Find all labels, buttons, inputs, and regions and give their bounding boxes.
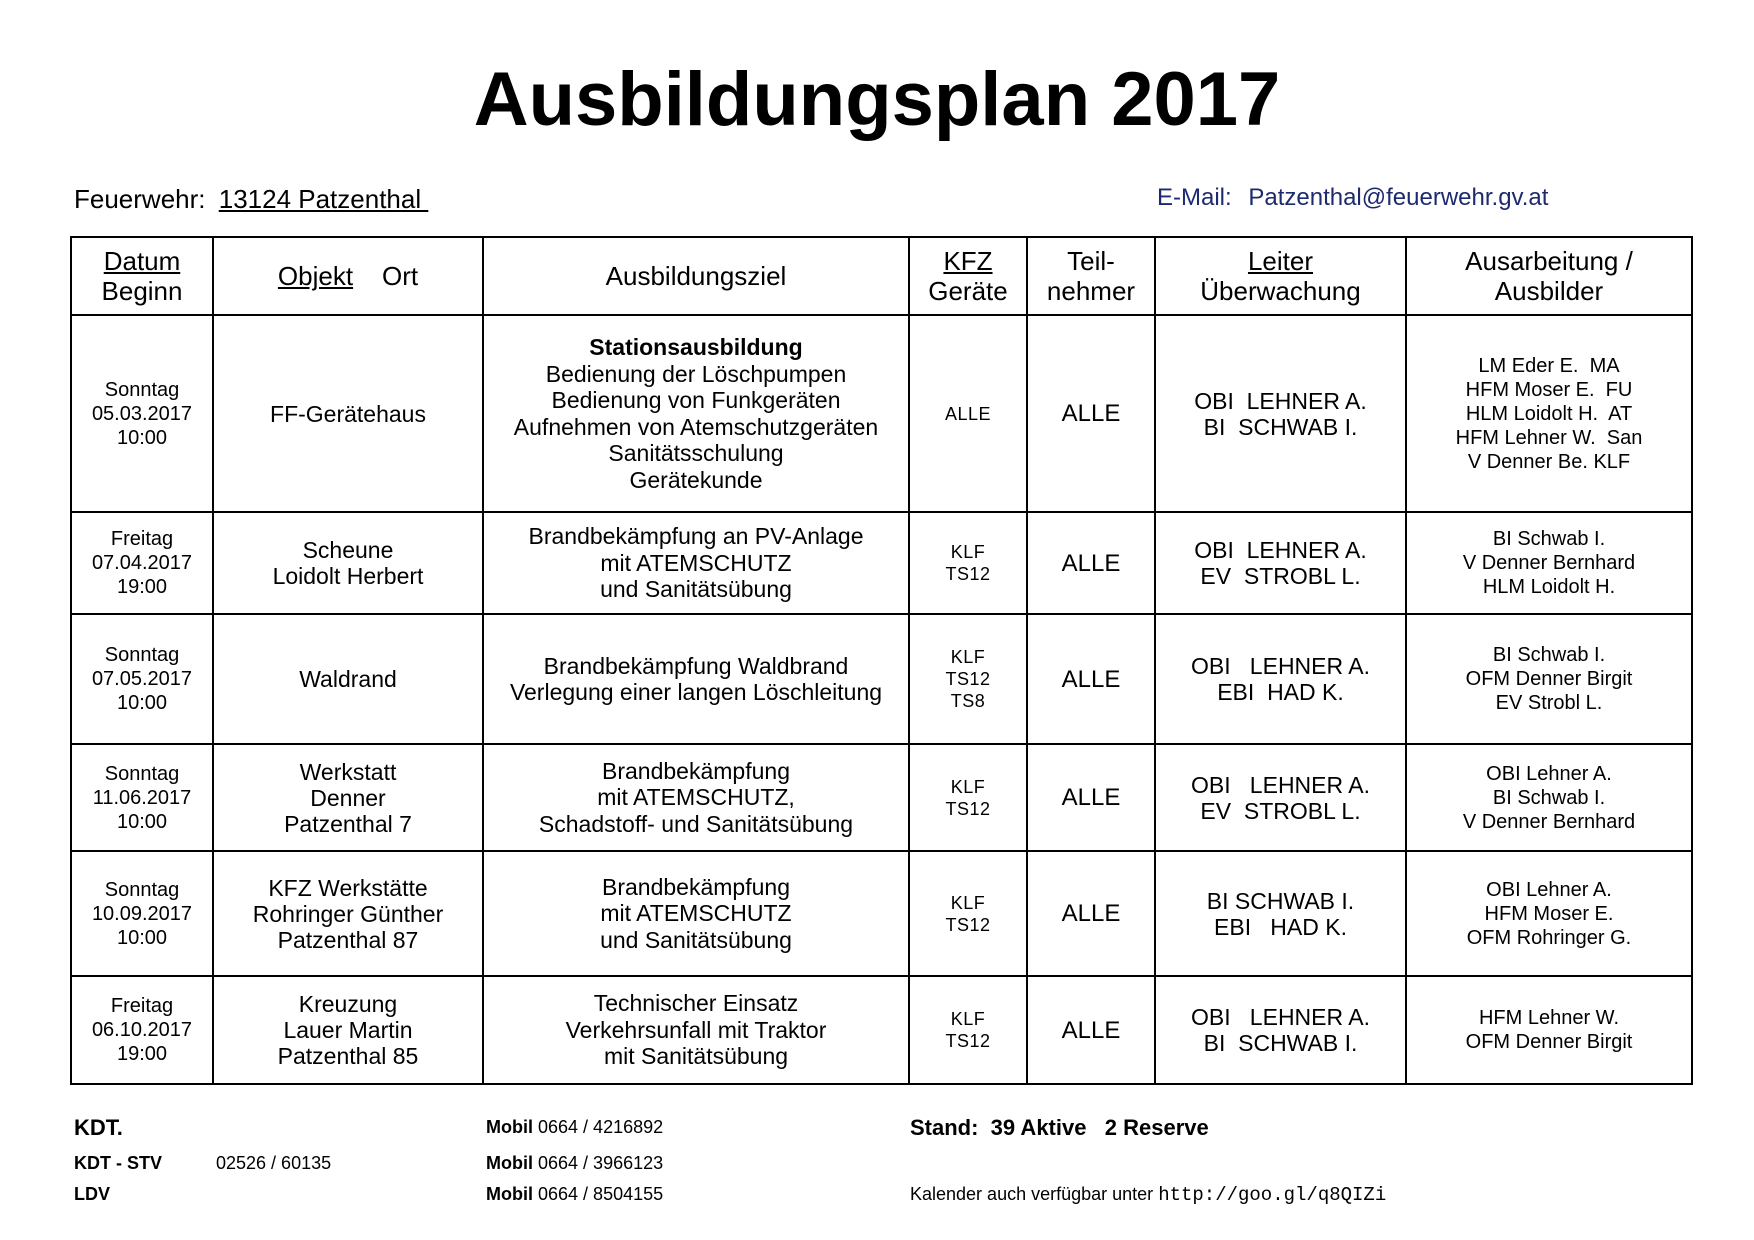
cell-objekt: Waldrand — [213, 614, 483, 744]
cell-ausbilder: OBI Lehner A. HFM Moser E. OFM Rohringer G. — [1406, 851, 1692, 976]
cell-leiter: OBI LEHNER A. EV STROBL L. — [1155, 744, 1406, 851]
cell-kfz: ALLE — [909, 315, 1027, 512]
table-row — [71, 851, 1692, 976]
footer-mobil-2: Mobil 0664 / 3966123 — [486, 1153, 664, 1173]
cell-teilnehmer: ALLE — [1027, 614, 1155, 744]
table-row — [71, 744, 1692, 851]
footer-mobil-3: Mobil 0664 / 8504155 — [486, 1184, 664, 1204]
email-line — [1157, 184, 1548, 212]
header-ziel: Ausbildungsziel — [483, 237, 909, 315]
cell-objekt: Kreuzung Lauer Martin Patzenthal 85 — [213, 976, 483, 1084]
cell-kfz: KLF TS12 — [909, 851, 1027, 976]
cell-ausbilder: BI Schwab I. OFM Denner Birgit EV Strobl L. — [1406, 614, 1692, 744]
cell-leiter: OBI LEHNER A. EBI HAD K. — [1155, 614, 1406, 744]
cell-ziel: Brandbekämpfung mit ATEMSCHUTZ, Schadstoff- und Sanitätsübung — [483, 744, 909, 851]
cell-objekt: Scheune Loidolt Herbert — [213, 512, 483, 614]
footer-kdt-stv: KDT - STV — [74, 1153, 162, 1173]
cell-ziel: Brandbekämpfung an PV-Anlage mit ATEMSCHUTZ und Sanitätsübung — [483, 512, 909, 614]
header-kfz: KFZ Geräte — [909, 237, 1027, 315]
cell-teilnehmer: ALLE — [1027, 744, 1155, 851]
cell-kfz: KLF TS12 — [909, 976, 1027, 1084]
cell-ziel: Technischer Einsatz Verkehrsunfall mit Traktor mit Sanitätsübung — [483, 976, 909, 1084]
cell-datum: Sonntag 05.03.2017 10:00 — [71, 315, 213, 512]
header-objekt: Objekt Ort — [213, 237, 483, 315]
header-teilnehmer: Teil- nehmer — [1027, 237, 1155, 315]
calendar-link[interactable]: http://goo.gl/q8QIZi — [1158, 1184, 1387, 1206]
cell-ziel: Brandbekämpfung mit ATEMSCHUTZ und Sanitätsübung — [483, 851, 909, 976]
cell-leiter: OBI LEHNER A. BI SCHWAB I. — [1155, 315, 1406, 512]
cell-teilnehmer: ALLE — [1027, 315, 1155, 512]
cell-ausbilder: BI Schwab I. V Denner Bernhard HLM Loidolt H. — [1406, 512, 1692, 614]
cell-ausbilder: OBI Lehner A. BI Schwab I. V Denner Bernhard — [1406, 744, 1692, 851]
footer-calendar: Kalender auch verfügbar unter http://goo.gl/q8QIZi — [910, 1184, 1387, 1206]
cell-teilnehmer: ALLE — [1027, 851, 1155, 976]
cell-ausbilder: LM Eder E. MA HFM Moser E. FU HLM Loidolt H. AT HFM Lehner W. San V Denner Be. KLF — [1406, 315, 1692, 512]
cell-objekt: KFZ Werkstätte Rohringer Günther Patzenthal 87 — [213, 851, 483, 976]
cell-ziel: Stationsausbildung Bedienung der Löschpumpen Bedienung von Funkgeräten Aufnehmen von Atemschutzgeräten Sanitätsschulung Gerätekunde — [483, 315, 909, 512]
cell-datum: Sonntag 11.06.2017 10:00 — [71, 744, 213, 851]
table-row — [71, 315, 1692, 512]
cell-teilnehmer: ALLE — [1027, 512, 1155, 614]
cell-leiter: BI SCHWAB I. EBI HAD K. — [1155, 851, 1406, 976]
footer-ldv: LDV — [74, 1184, 110, 1204]
table-row — [71, 976, 1692, 1084]
cell-kfz: KLF TS12 — [909, 744, 1027, 851]
cell-ausbilder: HFM Lehner W. OFM Denner Birgit — [1406, 976, 1692, 1084]
cell-objekt: Werkstatt Denner Patzenthal 7 — [213, 744, 483, 851]
cell-kfz: KLF TS12 TS8 — [909, 614, 1027, 744]
header-datum: Datum Beginn — [71, 237, 213, 315]
footer-kdt-stv-phone: 02526 / 60135 — [216, 1153, 332, 1173]
header-leiter: Leiter Überwachung — [1155, 237, 1406, 315]
feuerwehr-line — [74, 184, 428, 215]
cell-teilnehmer: ALLE — [1027, 976, 1155, 1084]
cell-datum: Sonntag 10.09.2017 10:00 — [71, 851, 213, 976]
footer-stand: Stand: 39 Aktive 2 Reserve — [910, 1115, 1209, 1140]
page-title: Ausbildungsplan 2017 — [473, 57, 1281, 142]
cell-ziel: Brandbekämpfung Waldbrand Verlegung einer langen Löschleitung — [483, 614, 909, 744]
email-link[interactable]: Patzenthal@feuerwehr.gv.at — [1248, 184, 1549, 211]
table-row — [71, 614, 1692, 744]
feuerwehr-label: Feuerwehr: — [74, 184, 206, 214]
feuerwehr-value: 13124 Patzenthal — [218, 184, 429, 214]
footer-kdt: KDT. — [74, 1115, 123, 1140]
cell-datum: Freitag 07.04.2017 19:00 — [71, 512, 213, 614]
cell-leiter: OBI LEHNER A. EV STROBL L. — [1155, 512, 1406, 614]
email-label: E-Mail: — [1157, 184, 1232, 211]
cell-kfz: KLF TS12 — [909, 512, 1027, 614]
table-row — [71, 512, 1692, 614]
cell-leiter: OBI LEHNER A. BI SCHWAB I. — [1155, 976, 1406, 1084]
training-plan-table — [70, 236, 1693, 1085]
header-ausbilder: Ausarbeitung / Ausbilder — [1406, 237, 1692, 315]
cell-datum: Sonntag 07.05.2017 10:00 — [71, 614, 213, 744]
table-header-row — [71, 237, 1692, 315]
footer-mobil-1: Mobil 0664 / 4216892 — [486, 1117, 664, 1137]
cell-datum: Freitag 06.10.2017 19:00 — [71, 976, 213, 1084]
cell-objekt: FF-Gerätehaus — [213, 315, 483, 512]
